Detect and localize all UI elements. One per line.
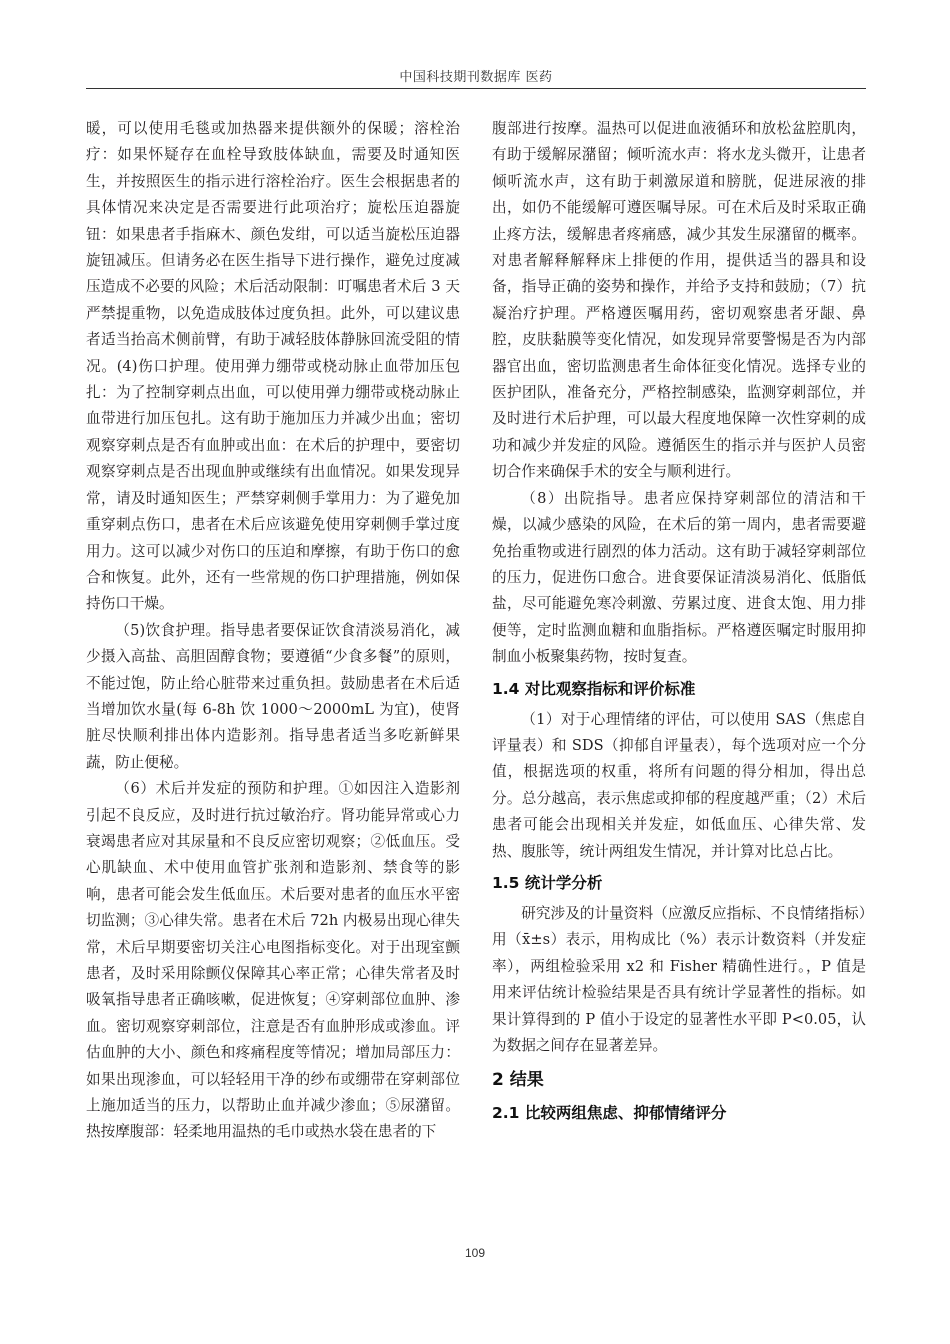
- section-heading-1-5: 1.5 统计学分析: [492, 873, 603, 892]
- paragraph-complications: （6）术后并发症的预防和护理。①如因注入造影剂引起不良反应，及时进行抗过敏治疗。肾功能异常或心力衰竭患者应对其尿量和不良反应密切观察；②低血压。受心肌缺血、术中使用血管扩张剂和造影剂、禁食等的影响，患者可能会发生低血压。术后要对患者的血压水平密切监测；③心律失常。患者在术后 72h 内极易出现心律失常，术后早期要密切关注心电图指标变化。对于出现室颤患者，及时采用除颤仪保障其心率正常；心律失常者及时吸氧指导患者正确咳嗽，促进恢复；④穿刺部位血肿、渗血。密切观察穿刺部位，注意是否有血肿形成或渗血。评估血肿的大小、颜色和疼痛程度等情况；增加局部压力：如果出现渗血，可以轻轻用干净的纱布或绷带在穿刺部位上施加适当的压力，以帮助止血并减少渗血；⑤尿潴留。热按摩腹部：轻柔地用温热的毛巾或热水袋在患者的下: [86, 780, 460, 1141]
- header-rule: [86, 88, 866, 89]
- right-column: [492, 116, 866, 1131]
- paragraph-evaluation: （1）对于心理情绪的评估，可以使用 SAS（焦虑自评量表）和 SDS（抑郁自评量表），每个选项对应一个分值，根据选项的权重，将所有问题的得分相加，得出总分。总分越高，表示焦虑或抑郁的程度越严重；（2）术后患者可能会出现相关并发症，如低血压、心律失常、发热、腹胀等，统计两组发生情况，并计算对比总占比。: [492, 710, 866, 860]
- section-heading-1-4: 1.4 对比观察指标和评价标准: [492, 679, 696, 698]
- paragraph-discharge: （8）出院指导。患者应保持穿刺部位的清洁和干燥，以减少感染的风险，在术后的第一周内，患者需要避免抬重物或进行剧烈的体力活动。这有助于减轻穿刺部位的压力，促进伤口愈合。进食要保证清淡易消化、低脂低盐，尽可能避免寒冷刺激、劳累过度、进食太饱、用力排便等，定时监测血糖和血脂指标。严格遵医嘱定时服用抑制血小板聚集药物，按时复查。: [492, 489, 866, 666]
- journal-header: 中国科技期刊数据库 医药: [399, 70, 553, 85]
- page-number: 109: [464, 1246, 486, 1260]
- paragraph-statistics: 研究涉及的计量资料（应激反应指标、不良情绪指标）用（x̄±s）表示，用构成比（%）表示计数资料（并发症率），两组检验采用 x2 和 Fisher 精确性进行。，P 值是用来评估统计检验结果是否具有统计学显著性的指标。如果计算得到的 P 值小于设定的显著性水平即 P<0.05，认为数据之间存在显著差异。: [492, 904, 866, 1054]
- section-heading-2-1: 2.1 比较两组焦虑、抑郁情绪评分: [492, 1104, 727, 1123]
- section-heading-2: 2 结果: [492, 1070, 544, 1091]
- left-column: [86, 116, 460, 1146]
- paragraph-diet-care: （5)饮食护理。指导患者要保证饮食清淡易消化，减少摄入高盐、高胆固醇食物；要遵循“少食多餐”的原则，不能过饱，防止给心脏带来过重负担。鼓励患者在术后适当增加饮水量(每 6-8h 饮 1000～2000mL 为宜)，使肾脏尽快顺利排出体内造影剂。指导患者适当多吃新鲜果蔬，防止便秘。: [86, 621, 460, 771]
- paragraph-text: 暖，可以使用毛毯或加热器来提供额外的保暖；溶栓治疗：如果怀疑存在血栓导致肢体缺血，需要及时通知医生，并按照医生的指示进行溶栓治疗。医生会根据患者的具体情况来决定是否需要进行此项治疗；旋松压迫器旋钮：如果患者手指麻木、颜色发绀，可以适当旋松压迫器旋钮减压。但请务必在医生指导下进行操作，避免过度减压造成不必要的风险；术后活动限制：叮嘱患者术后 3 天严禁提重物，以免造成肢体过度负担。此外，可以建议患者适当抬高术侧前臂，有助于减轻肢体静脉回流受阻的情况。(4)伤口护理。使用弹力绷带或桡动脉止血带加压包扎：为了控制穿刺点出血，可以使用弹力绷带或桡动脉止血带进行加压包扎。这有助于施加压力并减少出血；密切观察穿刺点是否有血肿或出血：在术后的护理中，要密切观察穿刺点是否出现血肿或继续有出血情况。如果发现异常，请及时通知医生；严禁穿刺侧手掌用力：为了避免加重穿刺点伤口，患者在术后应该避免使用穿刺侧手掌过度用力。这可以减少对伤口的压迫和摩擦，有助于伤口的愈合和恢复。此外，还有一些常规的伤口护理措施，例如保持伤口干燥。: [86, 120, 460, 613]
- paragraph-text: 腹部进行按摩。温热可以促进血液循环和放松盆腔肌肉，有助于缓解尿潴留；倾听流水声：将水龙头微开，让患者倾听流水声，这有助于刺激尿道和膀胱，促进尿液的排出，如仍不能缓解可遵医嘱导尿。可在术后及时采取正确止疼方法，缓解患者疼痛感，减少其发生尿潴留的概率。对患者解释解释床上排便的作用，提供适当的器具和设备，指导正确的姿势和操作，并给予支持和鼓励；（7）抗凝治疗护理。严格遵医嘱用药，密切观察患者牙龈、鼻腔，皮肤黏膜等变化情况，如发现异常要警惕是否为内部器官出血，密切监测患者生命体征变化情况。选择专业的医护团队，准备充分，严格控制感染，监测穿刺部位，并及时进行术后护理，可以最大程度地保障一次性穿刺的成功和减少并发症的风险。遵循医生的指示并与医护人员密切合作来确保手术的安全与顺利进行。: [492, 120, 866, 481]
